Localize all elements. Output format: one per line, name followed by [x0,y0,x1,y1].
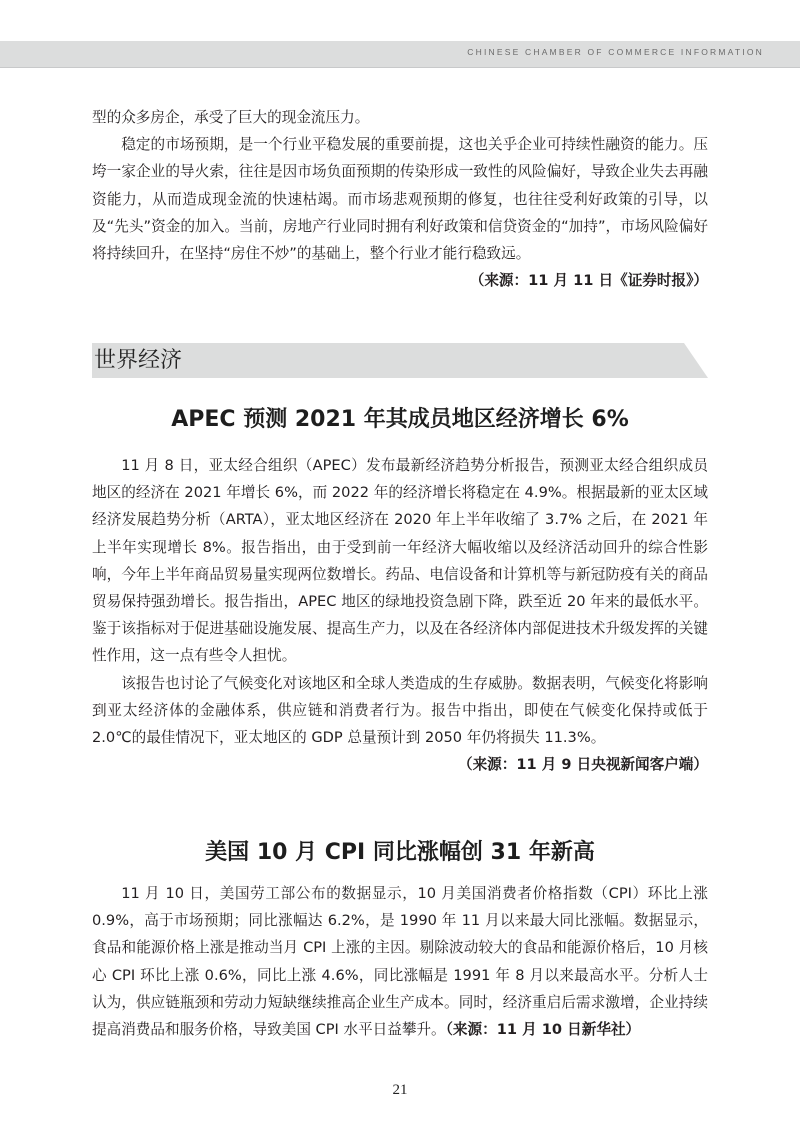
section-bar-corner [684,343,708,378]
article-1-title: APEC 预测 2021 年其成员地区经济增长 6% [171,407,629,432]
section-header-bar [92,343,708,378]
page-number: 21 [392,1082,408,1098]
article-2-source: （来源：11 月 10 日新华社） [445,1021,641,1039]
article-1-source: （来源：11 月 9 日央视新闻客户端） [457,756,708,774]
intro-paragraph-2: 稳定的市场预期，是一个行业平稳发展的重要前提，这也关乎企业可持续性融资的能力。压垮一家企业的导火索，往往是因市场负面预期的传染形成一致性的风险偏好，导致企业失去再融资能力，从而造成现金流的快速枯竭。而市场悲观预期的修复，也往往受利好政策的引导，以及“先头”资金的加入。当前，房地产行业同时拥有利好政策和信贷资金的“加持”，市场风险偏好将持续回升，在坚持“房住不炒”的基础上，整个行业才能行稳致远。 [92,136,708,263]
article-2-paragraph-1 [92,880,708,1043]
section-title: 世界经济 [94,348,183,373]
article-1-paragraph-2: 该报告也讨论了气候变化对该地区和全球人类造成的生存威胁。数据表明，气候变化将影响到亚太经济体的金融体系，供应链和消费者行为。报告中指出，即使在气候变化保持或低于 2.0℃的最佳情况下，亚太地区的 GDP 总量预计到 2050 年仍将损失 11.3%。 [92,674,708,747]
article-1-body [92,452,708,778]
article-2-body [92,880,708,1043]
article-2-title: 美国 10 月 CPI 同比涨幅创 31 年新高 [205,840,595,865]
article-2-text: 11 月 10 日，美国劳工部公布的数据显示，10 月美国消费者价格指数（CPI）环比上涨 0.9%，高于市场预期；同比涨幅达 6.2%，是 1990 年 11 月以来最大同比涨幅。数据显示，食品和能源价格上涨是推动当月 CPI 上涨的主因。剔除波动较大的食品和能源价格后，10 月核心 CPI 环比上涨 0.6%，同比上涨 4.6%，同比涨幅是 1991 年 8 月以来最高水平。分析人士认为，供应链瓶颈和劳动力短缺继续推高企业生产成本。同时，经济重启后需求激增，企业持续提高消费品和服务价格，导致美国 CPI 水平日益攀升。 [92,885,708,1039]
intro-block [92,104,708,294]
article-1-paragraph-1: 11 月 8 日，亚太经合组织（APEC）发布最新经济趋势分析报告，预测亚太经合组织成员地区的经济在 2021 年增长 6%，而 2022 年的经济增长将稳定在 4.9%。根据最新的亚太区域经济发展趋势分析（ARTA），亚太地区经济在 2020 年上半年收缩了 3.7% 之后，在 2021 年上半年实现增长 8%。报告指出，由于受到前一年经济大幅收缩以及经济活动回升的综合性影响，今年上半年商品贸易量实现两位数增长。药品、电信设备和计算机等与新冠防疫有关的商品贸易保持强劲增长。报告指出，APEC 地区的绿地投资急剧下降，跌至近 20 年来的最低水平。鉴于该指标对于促进基础设施发展、提高生产力，以及在各经济体内部促进技术升级发挥的关键性作用，这一点有些令人担忧。 [92,457,708,665]
intro-paragraph-1: 型的众多房企，承受了巨大的现金流压力。 [92,109,370,126]
intro-source: （来源：11 月 11 日《证券时报》） [469,272,708,290]
running-header: CHINESE CHAMBER OF COMMERCE INFORMATION [467,47,764,57]
